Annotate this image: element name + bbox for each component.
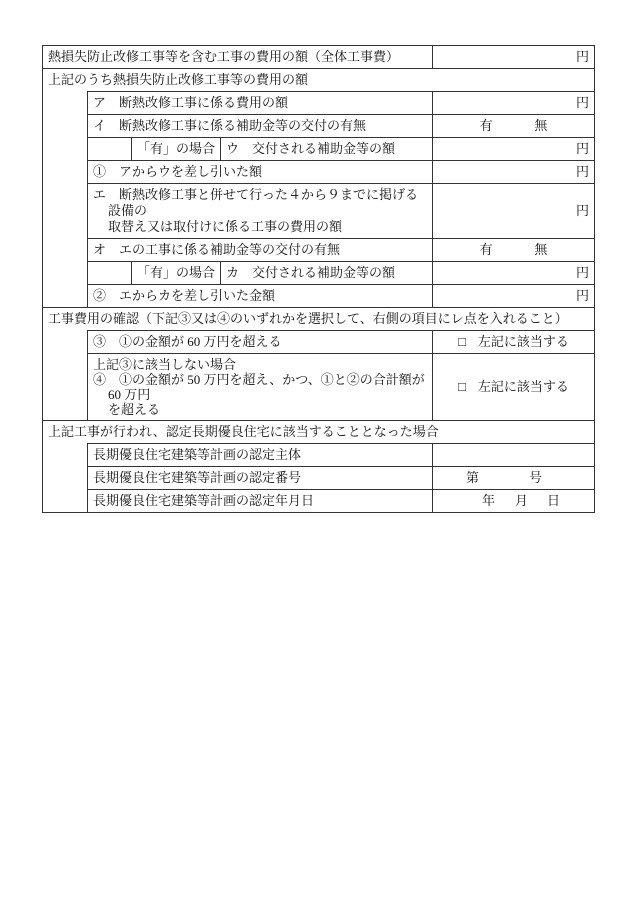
confirm-header-label: 工事費用の確認（下記③又は④のいずれかを選択して、右側の項目にレ点を入れること） xyxy=(48,311,568,326)
option-no[interactable]: 無 xyxy=(534,118,548,133)
row-3-label: ③ ①の金額が 60 万円を超える xyxy=(93,334,282,349)
row-e-line1: エ 断熱改修工事と併せて行った４から９までに掲げる設備の xyxy=(93,187,419,218)
yen-unit-label: 円 xyxy=(575,265,589,280)
row-2-amount-field[interactable] xyxy=(432,285,594,307)
confirm-section xyxy=(87,330,594,420)
table-row-1 xyxy=(88,160,594,183)
table-row-certified-header xyxy=(43,420,594,443)
number-suffix-label: 号 xyxy=(529,470,543,485)
authority-field[interactable] xyxy=(432,444,594,466)
certified-section xyxy=(87,443,594,512)
certified-header-label: 上記工事が行われ、認定長期優良住宅に該当することとなった場合 xyxy=(48,424,439,439)
row-ka-label: カ 交付される補助金等の額 xyxy=(226,265,396,280)
option-yes[interactable]: 有 xyxy=(479,118,493,133)
table-row-ka xyxy=(88,261,594,284)
option-no[interactable]: 無 xyxy=(534,242,548,257)
row-2-label: ② エからカを差し引いた金額 xyxy=(93,288,276,303)
year-unit-label: 年 xyxy=(482,493,496,508)
row-4-precondition: 上記③に該当しない場合 xyxy=(93,357,237,372)
indent-gutter xyxy=(88,138,132,160)
renovation-cost-table xyxy=(42,45,595,513)
month-unit-label: 月 xyxy=(515,493,529,508)
row-4-label xyxy=(88,354,432,420)
row-e-line2: 取替え又は取付けに係る工事の費用の額 xyxy=(108,219,343,234)
yen-unit-label: 円 xyxy=(575,164,589,179)
date-label: 長期優良住宅建築等計画の認定年月日 xyxy=(93,493,315,508)
row-u-amount-field[interactable] xyxy=(432,138,594,160)
number-field[interactable] xyxy=(432,467,594,489)
yen-unit-label: 円 xyxy=(575,203,589,218)
row-o-yesno-field xyxy=(432,239,594,261)
row-i-yesno-field xyxy=(432,115,594,137)
row-1-label: ① アからウを差し引いた額 xyxy=(93,164,263,179)
table-row-2 xyxy=(88,284,594,307)
number-label: 長期優良住宅建築等計画の認定番号 xyxy=(93,470,302,485)
checkbox-icon[interactable]: □ xyxy=(458,334,466,349)
breakdown-header-label: 上記のうち熱損失防止改修工事等の費用の額 xyxy=(48,72,309,87)
table-row-o xyxy=(88,238,594,261)
yen-unit-label: 円 xyxy=(575,49,589,64)
table-row-date xyxy=(88,489,594,512)
table-row-3 xyxy=(88,330,594,353)
total-cost-amount-field[interactable] xyxy=(432,46,594,68)
table-row-authority xyxy=(88,443,594,466)
row-3-check-label: 左記に該当する xyxy=(477,334,569,349)
row-4-check-field xyxy=(432,354,594,420)
breakdown-section xyxy=(87,91,594,307)
authority-label: 長期優良住宅建築等計画の認定主体 xyxy=(93,447,302,462)
date-field[interactable] xyxy=(432,490,594,512)
number-prefix-label: 第 xyxy=(466,470,480,485)
row-1-amount-field[interactable] xyxy=(432,161,594,183)
table-row-e xyxy=(88,183,594,238)
yen-unit-label: 円 xyxy=(575,141,589,156)
yen-unit-label: 円 xyxy=(575,95,589,110)
row-a-amount-field[interactable] xyxy=(432,92,594,114)
table-row-a xyxy=(88,91,594,114)
table-row-u xyxy=(88,137,594,160)
row-e-label xyxy=(88,184,432,238)
table-row-i xyxy=(88,114,594,137)
row-a-label: ア 断熱改修工事に係る費用の額 xyxy=(93,95,289,110)
table-row-number xyxy=(88,466,594,489)
row-u-label: ウ 交付される補助金等の額 xyxy=(226,141,396,156)
option-yes[interactable]: 有 xyxy=(479,242,493,257)
table-row-4 xyxy=(88,353,594,420)
yen-unit-label: 円 xyxy=(575,288,589,303)
row-4-line1: ④ ①の金額が 50 万円を超え、かつ、①と②の合計額が 60 万円 xyxy=(93,372,425,402)
indent-gutter xyxy=(88,262,132,284)
table-row-breakdown-header xyxy=(43,68,594,91)
row-e-amount-field[interactable] xyxy=(432,184,594,238)
table-row-confirm-header xyxy=(43,307,594,330)
row-u-case-label: 「有」の場合 xyxy=(132,138,221,160)
total-cost-label: 熱損失防止改修工事等を含む工事の費用の額（全体工事費） xyxy=(48,49,400,64)
row-ka-case-label: 「有」の場合 xyxy=(132,262,221,284)
table-row-total-cost xyxy=(43,46,594,68)
row-4-check-label: 左記に該当する xyxy=(477,379,569,394)
day-unit-label: 日 xyxy=(547,493,561,508)
checkbox-icon[interactable]: □ xyxy=(458,379,466,394)
row-o-label: オ エの工事に係る補助金等の交付の有無 xyxy=(93,242,341,257)
row-i-label: イ 断熱改修工事に係る補助金等の交付の有無 xyxy=(93,118,367,133)
row-3-check-field xyxy=(432,331,594,353)
row-ka-amount-field[interactable] xyxy=(432,262,594,284)
row-4-line2: を超える xyxy=(108,402,161,417)
